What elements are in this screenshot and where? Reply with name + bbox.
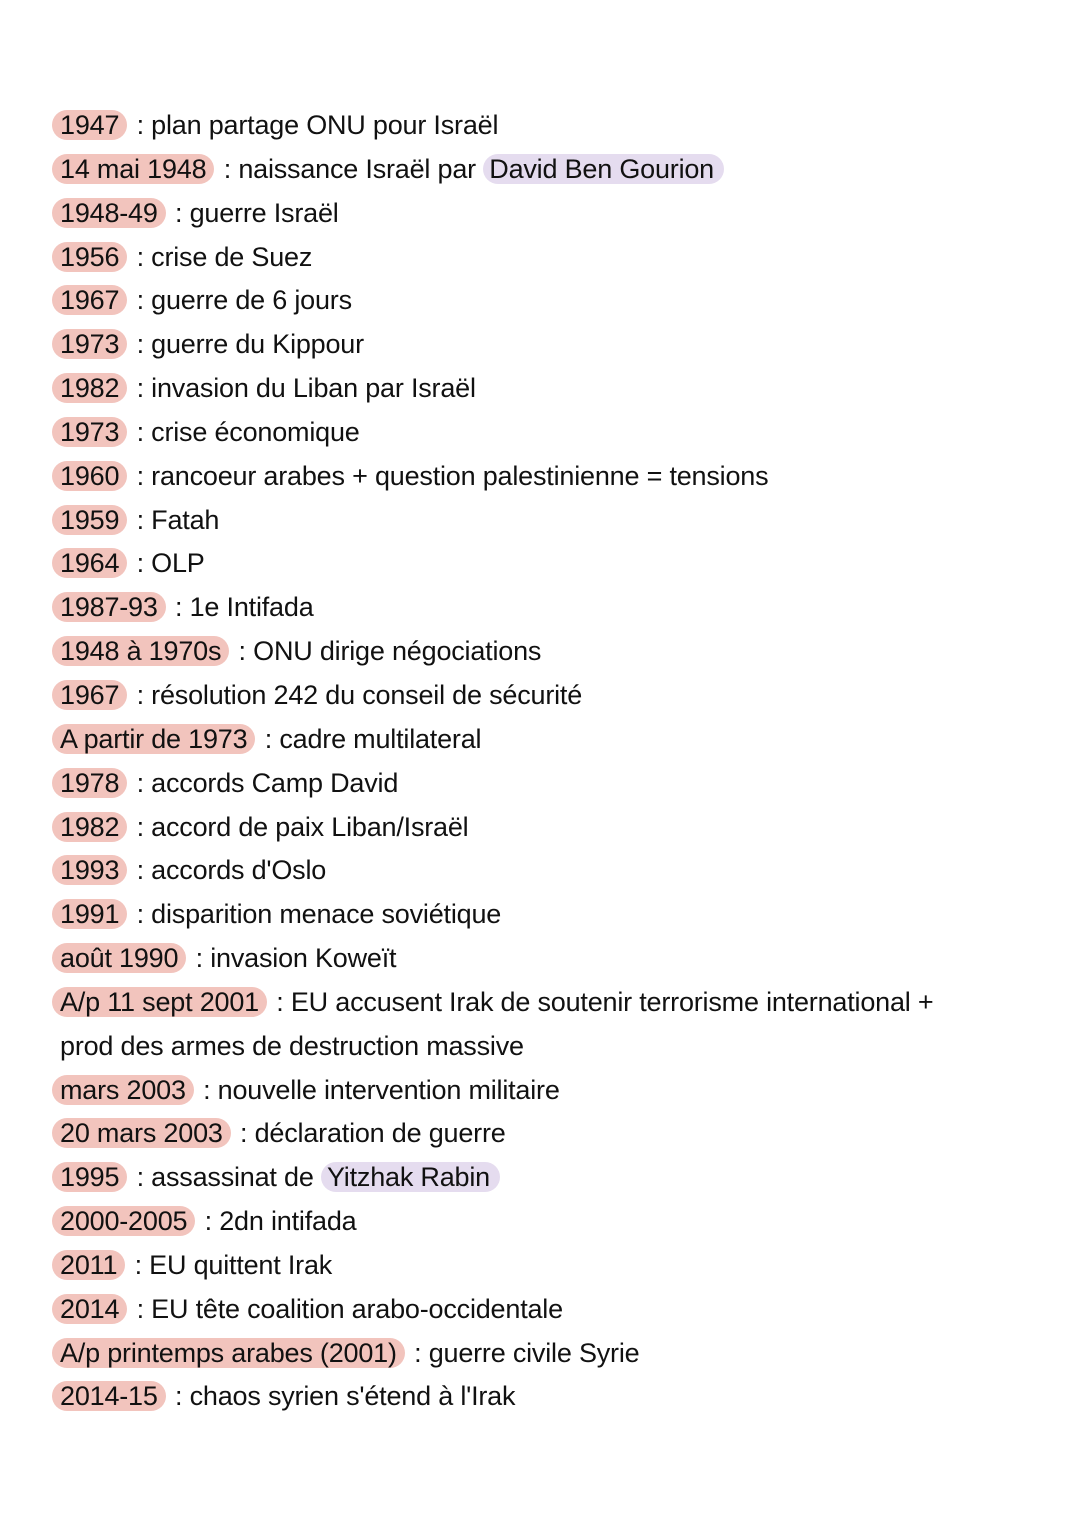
- entry-text: 2dn intifada: [219, 1206, 357, 1237]
- entry-text: chaos syrien s'étend à l'Irak: [189, 1381, 516, 1412]
- timeline-entry: 2000-2005 : 2dn intifada: [52, 1200, 1052, 1244]
- entry-person: Yitzhak Rabin: [321, 1162, 500, 1192]
- entry-text: ONU dirige négociations: [253, 636, 542, 667]
- entry-date: 1978: [52, 768, 127, 798]
- timeline-entry: 1993 : accords d'Oslo: [52, 849, 1052, 893]
- entry-date: 2014-15: [52, 1381, 166, 1411]
- entry-text: 1e Intifada: [189, 592, 314, 623]
- entry-text: Fatah: [151, 504, 220, 535]
- entry-date: 1959: [52, 505, 127, 535]
- entry-date: 1967: [52, 285, 127, 315]
- timeline-entry: 1991 : disparition menace soviétique: [52, 893, 1052, 937]
- entry-text: EU quittent Irak: [149, 1249, 333, 1280]
- timeline-entry: 1948 à 1970s : ONU dirige négociations: [52, 630, 1052, 674]
- timeline-entry: 1973 : crise économique: [52, 411, 1052, 455]
- entry-text: invasion du Liban par Israël: [151, 373, 476, 404]
- timeline-entry: août 1990 : invasion Koweït: [52, 937, 1052, 981]
- entry-text: accord de paix Liban/Israël: [151, 811, 469, 842]
- timeline-entry: 1964 : OLP: [52, 542, 1052, 586]
- timeline-entry: 1960 : rancoeur arabes + question palestinienne = tensions: [52, 455, 1052, 499]
- entry-date: 1982: [52, 373, 127, 403]
- entry-text: EU accusent Irak de soutenir terrorisme international +: [290, 986, 934, 1017]
- entry-date: 1947: [52, 110, 127, 140]
- entry-date: 1982: [52, 812, 127, 842]
- entry-text: déclaration de guerre: [254, 1118, 506, 1149]
- timeline-entry: 1978 : accords Camp David: [52, 762, 1052, 806]
- timeline-entry: 14 mai 1948 : naissance Israël par David Ben Gourion: [52, 148, 1052, 192]
- timeline-entry: 2014 : EU tête coalition arabo-occidentale: [52, 1288, 1052, 1332]
- timeline-notes: [52, 104, 1052, 1419]
- entry-text: résolution 242 du conseil de sécurité: [151, 679, 583, 710]
- entry-text: invasion Koweït: [210, 943, 397, 974]
- timeline-entry: mars 2003 : nouvelle intervention militaire: [52, 1069, 1052, 1113]
- entry-date: A/p printemps arabes (2001): [52, 1338, 405, 1368]
- timeline-entry: A partir de 1973 : cadre multilateral: [52, 718, 1052, 762]
- entry-date: 1948-49: [52, 198, 166, 228]
- timeline-entry: 1967 : guerre de 6 jours: [52, 279, 1052, 323]
- entry-text: disparition menace soviétique: [151, 899, 502, 930]
- timeline-entry: 1987-93 : 1e Intifada: [52, 586, 1052, 630]
- entry-date: 1956: [52, 242, 127, 272]
- entry-text: guerre civile Syrie: [428, 1337, 640, 1368]
- entry-text: naissance Israël par: [238, 153, 476, 184]
- timeline-entry: 2011 : EU quittent Irak: [52, 1244, 1052, 1288]
- entry-text: OLP: [151, 548, 205, 579]
- entry-text: plan partage ONU pour Israël: [151, 110, 499, 140]
- entry-date: 1973: [52, 329, 127, 359]
- entry-date: 20 mars 2003: [52, 1118, 231, 1148]
- entry-text: accords d'Oslo: [151, 855, 327, 886]
- entry-date: 1964: [52, 548, 127, 578]
- entry-date: 2000-2005: [52, 1206, 195, 1236]
- entry-date: août 1990: [52, 943, 186, 973]
- entry-text: guerre du Kippour: [151, 329, 364, 360]
- timeline-entry: A/p printemps arabes (2001) : guerre civile Syrie: [52, 1332, 1052, 1376]
- entry-date: A partir de 1973: [52, 724, 255, 754]
- entry-text: accords Camp David: [151, 767, 399, 798]
- timeline-entry: 1973 : guerre du Kippour: [52, 323, 1052, 367]
- entry-date: mars 2003: [52, 1075, 194, 1105]
- timeline-entry: 1982 : invasion du Liban par Israël: [52, 367, 1052, 411]
- timeline-entry: 2014-15 : chaos syrien s'étend à l'Irak: [52, 1375, 1052, 1419]
- entry-date: 1973: [52, 417, 127, 447]
- entry-date: 1987-93: [52, 592, 166, 622]
- timeline-entry: 1967 : résolution 242 du conseil de sécurité: [52, 674, 1052, 718]
- entry-text: rancoeur arabes + question palestinienne = tensions: [151, 460, 769, 491]
- entry-person: David Ben Gourion: [483, 154, 724, 184]
- entry-text: EU tête coalition arabo-occidentale: [151, 1293, 563, 1324]
- timeline-entry: A/p 11 sept 2001 : EU accusent Irak de soutenir terrorisme international +: [52, 981, 1052, 1025]
- timeline-entry: 1982 : accord de paix Liban/Israël: [52, 806, 1052, 850]
- entry-text: assassinat de: [151, 1162, 314, 1193]
- entry-date: 2014: [52, 1294, 127, 1324]
- entry-date: 14 mai 1948: [52, 154, 214, 184]
- entry-continuation: prod des armes de destruction massive: [60, 1030, 524, 1061]
- entry-text: crise de Suez: [151, 241, 313, 272]
- entry-date: 1967: [52, 680, 127, 710]
- entry-date: 1993: [52, 855, 127, 885]
- entry-text: nouvelle intervention militaire: [217, 1074, 560, 1105]
- entry-text: crise économique: [151, 416, 360, 447]
- timeline-entry: 20 mars 2003 : déclaration de guerre: [52, 1112, 1052, 1156]
- timeline-entry: 1956 : crise de Suez: [52, 236, 1052, 280]
- entry-text: cadre multilateral: [279, 723, 482, 754]
- entry-text: guerre Israël: [189, 197, 339, 228]
- timeline-entry: 1995 : assassinat de Yitzhak Rabin: [52, 1156, 1052, 1200]
- timeline-entry: 1959 : Fatah: [52, 499, 1052, 543]
- entry-date: 1948 à 1970s: [52, 636, 229, 666]
- entry-date: 1995: [52, 1162, 127, 1192]
- entry-text: guerre de 6 jours: [151, 285, 352, 316]
- timeline-entry: 1947 : plan partage ONU pour Israël: [52, 104, 1052, 148]
- entry-date: 1960: [52, 461, 127, 491]
- timeline-entry: 1948-49 : guerre Israël: [52, 192, 1052, 236]
- entry-date: 2011: [52, 1250, 125, 1280]
- entry-date: A/p 11 sept 2001: [52, 987, 267, 1017]
- entry-date: 1991: [52, 899, 127, 929]
